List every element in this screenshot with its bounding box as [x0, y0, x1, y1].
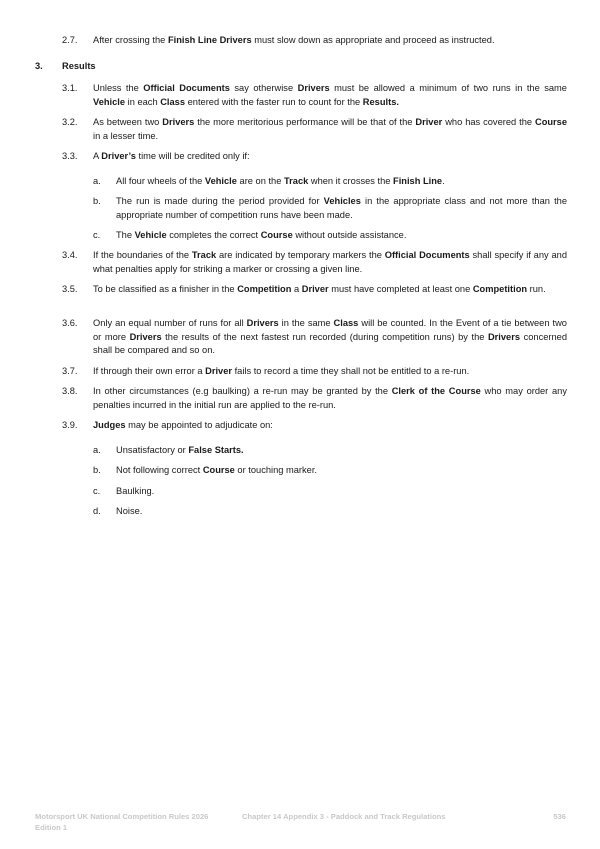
clause-text	[93, 365, 567, 379]
clause-number: a.	[93, 445, 101, 455]
clause-text-segment: If through their own error a	[93, 366, 206, 376]
clause-text-segment: who has covered the	[442, 117, 535, 127]
defined-term: Judges	[93, 420, 126, 430]
clause-number: 3.5.	[62, 284, 78, 294]
clause-number: 3.3.	[62, 151, 78, 161]
clause-text-segment: the results of the next fastest run recorded (during competition runs) by the	[161, 331, 488, 342]
clause-text-segment: fails to record a time they shall not be entitled to a re-run.	[232, 366, 470, 376]
clause-number: b.	[93, 465, 101, 475]
defined-term: Finish Line Drivers	[167, 35, 252, 45]
clause-text-segment: completes the correct	[166, 230, 261, 240]
clause-number: 3.8.	[62, 386, 78, 396]
clause-text-segment: All four wheels of the	[116, 176, 205, 186]
defined-term: Vehicle	[204, 176, 237, 186]
clause-number: c.	[93, 486, 101, 496]
clause-text	[116, 505, 567, 519]
defined-term: Driver	[301, 284, 329, 294]
defined-term: Vehicles	[323, 196, 361, 206]
defined-term: Driver	[205, 366, 233, 376]
clause-text-segment: in the appropriate class and not more than the appropriate number of competition runs have been made.	[116, 196, 567, 220]
clause-text-segment: To be classified as a finisher in the	[93, 284, 238, 294]
clause-text-segment: without outside assistance.	[292, 230, 407, 240]
clause-text	[93, 317, 567, 358]
footer-page-number: 536	[553, 812, 566, 821]
defined-term: False Starts.	[188, 445, 244, 455]
clause-text-segment: may be appointed to adjudicate on:	[125, 420, 273, 430]
clause-text-segment: will be counted. In the Event of a tie between two or more	[93, 318, 567, 342]
defined-term: Official Documents	[143, 83, 230, 93]
defined-term: Class	[160, 96, 186, 107]
clause-text-segment: or touching marker.	[234, 465, 318, 475]
clause-number: a.	[93, 176, 101, 186]
section-title: Results	[62, 61, 96, 71]
defined-term: Vehicle	[134, 230, 167, 240]
defined-term: Vehicle	[93, 96, 126, 107]
clause-text-segment: the more meritorious performance will be that of the	[194, 117, 416, 127]
defined-term: Course	[202, 465, 235, 475]
clause-text	[93, 116, 567, 143]
clause-number: b.	[93, 196, 101, 206]
clause-text	[116, 195, 567, 222]
clause-number: 3.1.	[62, 83, 78, 93]
clause-text-segment: Baulking.	[116, 486, 155, 496]
defined-term: Track	[283, 176, 309, 186]
clause-text-segment: are on the	[236, 176, 284, 186]
clause-text	[93, 283, 567, 297]
clause-text	[116, 175, 567, 189]
clause-text-segment: .	[442, 176, 445, 186]
clause-text-segment: If the boundaries of the	[93, 250, 192, 260]
clause-number: 3.9.	[62, 420, 78, 430]
defined-term: Course	[534, 117, 568, 127]
clause-text-segment: in the same	[278, 318, 334, 328]
clause-number: 3.4.	[62, 250, 78, 260]
clause-text	[116, 444, 567, 458]
clause-text-segment: must slow down as appropriate and proceed as instructed.	[251, 35, 495, 45]
defined-term: Clerk of the Course	[391, 386, 481, 396]
footer-edition: Edition 1	[35, 823, 68, 832]
defined-term: Drivers	[246, 318, 279, 328]
footer-rules-title: Motorsport UK National Competition Rules 2026	[35, 812, 209, 821]
footer-chapter: Chapter 14 Appendix 3 - Paddock and Track Regulations	[242, 812, 446, 821]
defined-term: Competition	[237, 284, 292, 294]
defined-term: Class	[333, 318, 359, 328]
clause-text-segment: A	[93, 151, 102, 161]
defined-term: Course	[260, 230, 293, 240]
defined-term: Competition	[472, 284, 528, 294]
clause-number: 3.2.	[62, 117, 78, 127]
clause-text-segment: shall specify if any and what penalties apply for striking a marker or crossing a given line.	[93, 250, 568, 274]
clause-text	[116, 464, 567, 478]
clause-text-segment: run.	[527, 284, 546, 294]
clause-text-segment: The	[116, 230, 135, 240]
clause-text-segment: must have completed at least one	[328, 284, 473, 294]
clause-text-segment: who may order any penalties incurred in the initial run are applied to the re-run.	[93, 386, 567, 410]
section-number: 3.	[35, 61, 43, 71]
clause-text-segment: are indicated by temporary markers the	[216, 250, 385, 260]
defined-term: Results.	[362, 96, 399, 107]
defined-term: Drivers	[487, 331, 521, 342]
defined-term: Drivers	[297, 83, 330, 93]
defined-term: Drivers	[162, 117, 195, 127]
clause-number: 3.7.	[62, 366, 78, 376]
clause-number: 2.7.	[62, 35, 78, 45]
defined-term: Official Documents	[384, 250, 470, 260]
clause-text-segment: The run is made during the period provided for	[116, 196, 324, 206]
clause-text-segment: Unsatisfactory or	[116, 445, 189, 455]
clause-text	[116, 229, 567, 243]
clause-text-segment: Not following correct	[116, 465, 203, 475]
clause-text	[93, 385, 567, 412]
clause-text-segment: time will be credited only if:	[135, 151, 250, 161]
clause-text	[93, 82, 567, 109]
clause-text-segment: After crossing the	[93, 35, 168, 45]
clause-text-segment: must be allowed a minimum of two runs in the same	[329, 83, 567, 93]
clause-text-segment: In other circumstances (e.g baulking) a re-run may be granted by the	[93, 386, 392, 396]
clause-text-segment: As between two	[93, 117, 163, 127]
clause-text	[93, 419, 567, 433]
defined-term: Driver	[415, 117, 443, 127]
clause-text	[93, 150, 567, 164]
defined-term: Drivers	[129, 331, 162, 342]
defined-term: Finish Line	[393, 176, 443, 186]
clause-text-segment: entered with the faster run to count for the	[185, 96, 363, 107]
clause-number: d.	[93, 506, 101, 516]
clause-text-segment: concerned shall be compared and so on.	[93, 331, 567, 356]
clause-text-segment: say otherwise	[229, 83, 298, 93]
clause-number: 3.6.	[62, 318, 78, 328]
clause-text	[116, 485, 567, 499]
defined-term: Driver’s	[101, 151, 136, 161]
clause-text-segment: Only an equal number of runs for all	[93, 318, 247, 328]
clause-text-segment: when it crosses the	[308, 176, 394, 186]
defined-term: Track	[191, 250, 217, 260]
clause-number: c.	[93, 230, 101, 240]
clause-text-segment: Noise.	[116, 506, 143, 516]
clause-text-segment: Unless the	[93, 83, 144, 93]
clause-text-segment: in each	[125, 96, 161, 107]
clause-text	[93, 249, 567, 276]
clause-text-segment: in a lesser time.	[93, 130, 159, 141]
clause-text	[93, 34, 567, 48]
clause-text-segment: a	[291, 284, 302, 294]
